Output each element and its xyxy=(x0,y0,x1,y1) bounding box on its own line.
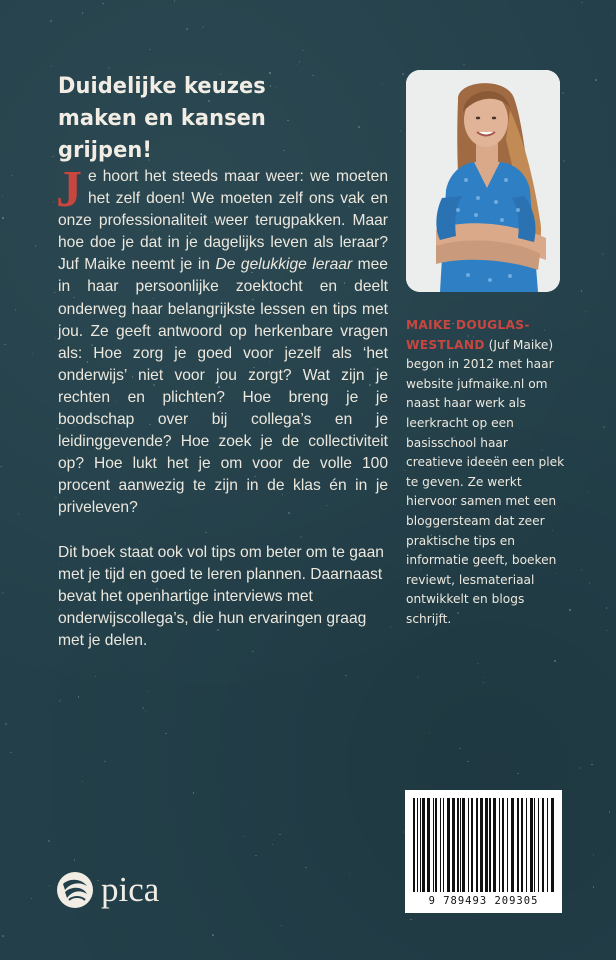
blurb xyxy=(56,161,388,652)
book-title: De gelukkige leraar xyxy=(215,256,353,274)
texture-speck xyxy=(147,691,149,693)
texture-speck xyxy=(255,855,257,857)
texture-speck xyxy=(142,707,144,709)
texture-speck xyxy=(585,311,587,313)
barcode-bar xyxy=(493,798,496,892)
texture-speck xyxy=(579,767,581,769)
texture-speck xyxy=(49,885,51,887)
texture-speck xyxy=(54,292,56,294)
texture-speck xyxy=(165,733,167,735)
texture-speck xyxy=(589,582,591,584)
texture-speck xyxy=(243,836,245,838)
texture-speck xyxy=(299,61,301,63)
texture-speck xyxy=(193,792,195,794)
texture-speck xyxy=(517,773,519,775)
texture-speck xyxy=(4,344,6,346)
texture-speck xyxy=(400,130,402,132)
barcode-bar xyxy=(468,798,469,892)
texture-speck xyxy=(2,195,4,197)
barcode-bar xyxy=(422,798,425,892)
texture-speck xyxy=(108,67,110,69)
texture-speck xyxy=(581,569,583,571)
texture-speck xyxy=(563,160,565,162)
barcode-bar xyxy=(542,798,544,892)
texture-speck xyxy=(281,925,283,927)
texture-speck xyxy=(174,0,176,2)
texture-speck xyxy=(429,732,431,734)
publisher-logo xyxy=(55,868,159,912)
texture-speck xyxy=(95,676,97,678)
blurb-paragraph-2: Dit boek staat ook vol tips om beter om te gaan met je tijd en goed te leren plannen. Daarnaast bevat het openhartige interviews met onderwijscollega’s, die hun ervaringen graag met je delen. xyxy=(58,543,384,649)
texture-speck xyxy=(11,175,13,177)
headline-line-1: Duidelijke keuzes xyxy=(58,73,266,99)
publisher-name: pica xyxy=(101,870,160,909)
barcode-bar xyxy=(511,798,514,892)
texture-speck xyxy=(243,804,245,806)
barcode-bar xyxy=(460,798,461,892)
texture-speck xyxy=(74,859,76,861)
barcode-bar xyxy=(534,798,535,892)
headline-line-2: maken en kansen grijpen! xyxy=(58,105,266,163)
barcode-bar xyxy=(413,798,415,892)
texture-speck xyxy=(18,513,20,515)
blurb-paragraph-1 xyxy=(56,161,388,520)
author-portrait-image xyxy=(406,70,560,292)
texture-speck xyxy=(390,626,392,628)
texture-speck xyxy=(611,14,613,16)
barcode-bar xyxy=(507,798,508,892)
texture-speck xyxy=(212,934,214,936)
texture-speck xyxy=(581,290,583,292)
texture-speck xyxy=(606,607,608,609)
texture-speck xyxy=(2,217,4,219)
texture-speck xyxy=(482,948,484,950)
texture-speck xyxy=(82,781,84,783)
texture-speck xyxy=(2,935,4,937)
texture-speck xyxy=(349,873,351,875)
texture-speck xyxy=(382,83,384,85)
blurb-text-a: e hoort het steeds maar weer: we moeten het zelf doen! We moeten zelf ons vak en onze professionaliteit weer terugpakken. Maar hoe doe je dat in je dagelijks leven als leraar? Juf Maike neemt je in xyxy=(58,168,388,274)
texture-speck xyxy=(279,834,281,836)
blurb-text-b: mee in haar persoonlijke zoektocht en deelt onderweg haar belangrijkste lessen en tips met jou. Ze geeft antwoord op herkenbare vragen als: Hoe zorg je goed voor jezelf als ‘het onderwijs’ niet voor jou zorgt? Wat zijn je rechten en plichten? Hoe breng je je boodschap over bij collega’s en je leidinggevende? Hoe zoek je de collectiviteit op? Hoe lukt het je om voor de volle 100 procent aanwezig te zijn in de klas én in je priveleven? xyxy=(58,256,388,517)
barcode-bar xyxy=(517,798,519,892)
barcode-bar xyxy=(530,798,533,892)
texture-speck xyxy=(42,401,44,403)
author-bio-text: (Juf Maike) begon in 2012 met haar website jufmaike.nl om naast haar werk als leerkracht op een basisschool haar creatieve ideeën een plek te geven. Ze werkt hiervoor samen met een bloggersteam dat zeer praktische tips en informatie geeft, boeken reviewt, lesmateriaal ontwikkelt en blogs schrijft. xyxy=(406,337,565,626)
barcode-bar xyxy=(526,798,527,892)
author-name: MAIKE DOUGLAS-WESTLAND xyxy=(406,318,530,352)
texture-speck xyxy=(51,65,53,67)
barcode-bar xyxy=(521,798,523,892)
texture-speck xyxy=(82,12,84,14)
texture-speck xyxy=(145,710,147,712)
author-photo xyxy=(406,70,560,292)
texture-speck xyxy=(554,660,556,662)
texture-speck xyxy=(603,426,605,428)
barcode-bar xyxy=(417,798,418,892)
texture-speck xyxy=(467,761,469,763)
barcode-bar xyxy=(538,798,539,892)
barcode-bar xyxy=(435,798,437,892)
barcode-bar xyxy=(440,798,441,892)
texture-speck xyxy=(417,676,419,678)
texture-speck xyxy=(484,677,486,679)
barcode-bar xyxy=(476,798,478,892)
barcode-bar xyxy=(547,798,548,892)
texture-speck xyxy=(60,699,62,701)
texture-speck xyxy=(2,592,4,594)
texture-speck xyxy=(593,854,595,856)
texture-speck xyxy=(407,674,409,676)
barcode-bar xyxy=(427,798,430,892)
texture-speck xyxy=(53,201,55,203)
texture-speck xyxy=(562,92,564,94)
isbn-number: 9 789493 209305 xyxy=(428,895,539,907)
texture-speck xyxy=(272,844,274,846)
texture-speck xyxy=(58,701,60,703)
texture-speck xyxy=(55,497,57,499)
texture-speck xyxy=(31,898,33,900)
texture-speck xyxy=(305,867,307,869)
pica-logo-icon xyxy=(55,870,95,910)
texture-speck xyxy=(52,156,54,158)
texture-speck xyxy=(591,764,593,766)
texture-speck xyxy=(595,79,597,81)
texture-speck xyxy=(477,663,479,665)
texture-speck xyxy=(5,723,7,725)
texture-speck xyxy=(282,828,284,830)
texture-speck xyxy=(10,752,12,754)
texture-speck xyxy=(0,466,2,468)
barcode-bar xyxy=(551,798,554,892)
texture-speck xyxy=(32,353,34,355)
texture-speck xyxy=(587,492,589,494)
barcode-bar xyxy=(480,798,483,892)
texture-speck xyxy=(581,2,583,4)
drop-cap: J xyxy=(56,161,82,218)
texture-speck xyxy=(345,675,347,677)
texture-speck xyxy=(569,609,571,611)
author-bio xyxy=(406,316,566,630)
barcode-bar xyxy=(502,798,504,892)
barcode-bar xyxy=(485,798,488,892)
barcode-bar xyxy=(447,798,450,892)
barcode-bar xyxy=(420,798,421,892)
texture-speck xyxy=(149,49,151,51)
texture-speck xyxy=(483,682,485,684)
isbn-barcode xyxy=(405,790,562,913)
texture-speck xyxy=(15,309,17,311)
texture-speck xyxy=(602,253,604,255)
texture-speck xyxy=(459,748,461,750)
texture-speck xyxy=(444,306,446,308)
texture-speck xyxy=(302,50,304,52)
texture-speck xyxy=(410,919,412,921)
texture-speck xyxy=(55,337,57,339)
texture-speck xyxy=(463,64,465,66)
barcode-bar xyxy=(452,798,455,892)
texture-speck xyxy=(402,73,404,75)
headline xyxy=(58,70,365,166)
texture-speck xyxy=(50,20,52,22)
texture-speck xyxy=(102,3,104,5)
texture-speck xyxy=(78,696,80,698)
barcode-bar xyxy=(433,798,434,892)
barcode-bar xyxy=(489,798,491,892)
barcode-bar xyxy=(499,798,500,892)
texture-speck xyxy=(104,761,106,763)
texture-speck xyxy=(593,886,595,888)
texture-speck xyxy=(186,28,188,30)
texture-speck xyxy=(48,840,50,842)
barcode-bar xyxy=(457,798,459,892)
texture-speck xyxy=(432,936,434,938)
barcode-bar xyxy=(471,798,473,892)
texture-speck xyxy=(35,245,37,247)
texture-speck xyxy=(606,630,608,632)
texture-speck xyxy=(296,64,298,66)
texture-speck xyxy=(202,26,204,28)
texture-speck xyxy=(609,811,611,813)
barcode-bar xyxy=(443,798,444,892)
barcode-bar xyxy=(462,798,465,892)
